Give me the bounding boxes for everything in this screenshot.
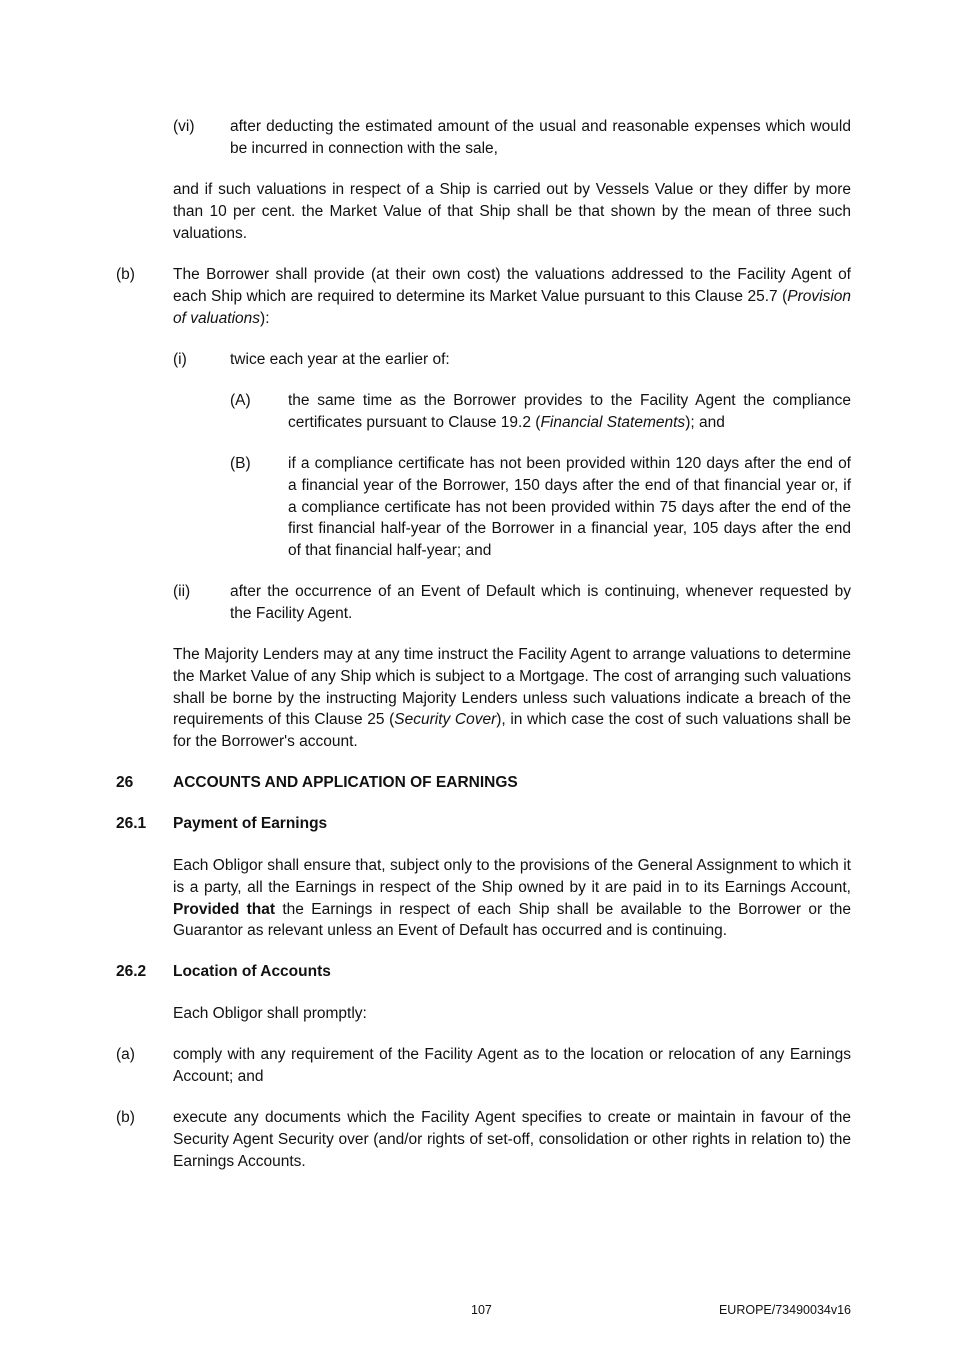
item-text-A-part1: the same time as the Borrower provides to the Facility Agent the compliance certificates pursuant to Clause 19.2 ( bbox=[288, 392, 851, 431]
item-label-vi: (vi) bbox=[173, 118, 195, 135]
paragraph-obligor-promptly: Each Obligor shall promptly: bbox=[173, 1005, 367, 1022]
item-text-b-part1: The Borrower shall provide (at their own cost) the valuations addressed to the Facility Agent of each Ship which are required to determine its Market Value pursuant to this Clause 25.7 ( bbox=[173, 266, 851, 305]
paragraph-valuations-mean: and if such valuations in respect of a Ship is carried out by Vessels Value or they differ by more than 10 per cent. the Market Value of that Ship shall be that shown by the mean of three such valuations. bbox=[173, 181, 851, 242]
item-text-A bbox=[288, 390, 851, 434]
item-label-a: (a) bbox=[116, 1046, 135, 1063]
paragraph-payment-part2: the Earnings in respect of each Ship shall be available to the Borrower or the Guarantor as relevant unless an Event of Default has occurred and is continuing. bbox=[173, 900, 851, 940]
item-label-B: (B) bbox=[230, 455, 251, 472]
page-number: 107 bbox=[471, 1303, 492, 1317]
clause-reference-financial-statements: Financial Statements bbox=[540, 413, 686, 431]
section-number-26: 26 bbox=[116, 774, 134, 791]
item-text-ii: after the occurrence of an Event of Default which is continuing, whenever requested by the Facility Agent. bbox=[230, 583, 851, 622]
clause-reference-provision-of-valuations: Provision of valuations bbox=[173, 287, 851, 327]
paragraph-majority-lenders-part2: ), in which case the cost of such valuations shall be for the Borrower's account. bbox=[173, 711, 851, 751]
item-text-a: comply with any requirement of the Facility Agent as to the location or relocation of any Earnings Account; and bbox=[173, 1046, 851, 1085]
item-text-B: if a compliance certificate has not been provided within 120 days after the end of a financial year of the Borrower, 150 days after the end of that financial year or, if a compliance certificate has not been provided within 75 days after the end of the first financial half-year of the Borrower in a financial year, 105 days after the end of that financial half-year; and bbox=[288, 455, 851, 560]
subsection-title-26-2: Location of Accounts bbox=[173, 963, 331, 980]
clause-reference-security-cover: Security Cover bbox=[394, 711, 497, 729]
item-label-i: (i) bbox=[173, 351, 187, 368]
item-text-i: twice each year at the earlier of: bbox=[230, 351, 450, 368]
item-text-A-part2: ); and bbox=[685, 413, 725, 431]
subsection-title-26-1: Payment of Earnings bbox=[173, 815, 328, 832]
subsection-number-26-2: 26.2 bbox=[116, 963, 147, 980]
item-label-b: (b) bbox=[116, 266, 135, 283]
item-text-b-part2: ): bbox=[260, 309, 270, 327]
subsection-number-26-1: 26.1 bbox=[116, 815, 147, 832]
item-label-b-accounts: (b) bbox=[116, 1109, 135, 1126]
item-label-ii: (ii) bbox=[173, 583, 191, 600]
item-label-A: (A) bbox=[230, 392, 251, 409]
paragraph-majority-lenders bbox=[173, 644, 851, 753]
provided-that-term: Provided that bbox=[173, 900, 276, 918]
paragraph-majority-lenders-part1: The Majority Lenders may at any time instruct the Facility Agent to arrange valuations to determine the Market Value of any Ship which is subject to a Mortgage. The cost of arranging such valuations shall be borne by the instructing Majority Lenders unless such valuations indicate a breach of the requirements of this Clause 25 ( bbox=[173, 646, 851, 729]
item-text-vi: after deducting the estimated amount of the usual and reasonable expenses which would be incurred in connection with the sale, bbox=[230, 118, 851, 157]
item-text-b bbox=[173, 264, 851, 329]
section-title-26: ACCOUNTS AND APPLICATION OF EARNINGS bbox=[173, 774, 518, 791]
paragraph-payment-of-earnings bbox=[173, 855, 851, 942]
document-reference: EUROPE/73490034v16 bbox=[718, 1303, 851, 1317]
item-text-b-accounts: execute any documents which the Facility Agent specifies to create or maintain in favour of the Security Agent Security over (and/or rights of set-off, consolidation or other rights in relation to) the Earnings Accounts. bbox=[173, 1109, 851, 1170]
paragraph-payment-part1: Each Obligor shall ensure that, subject only to the provisions of the General Assignment to which it is a party, all the Earnings in respect of the Ship owned by it are paid in to its Earnings Account, bbox=[173, 857, 851, 896]
